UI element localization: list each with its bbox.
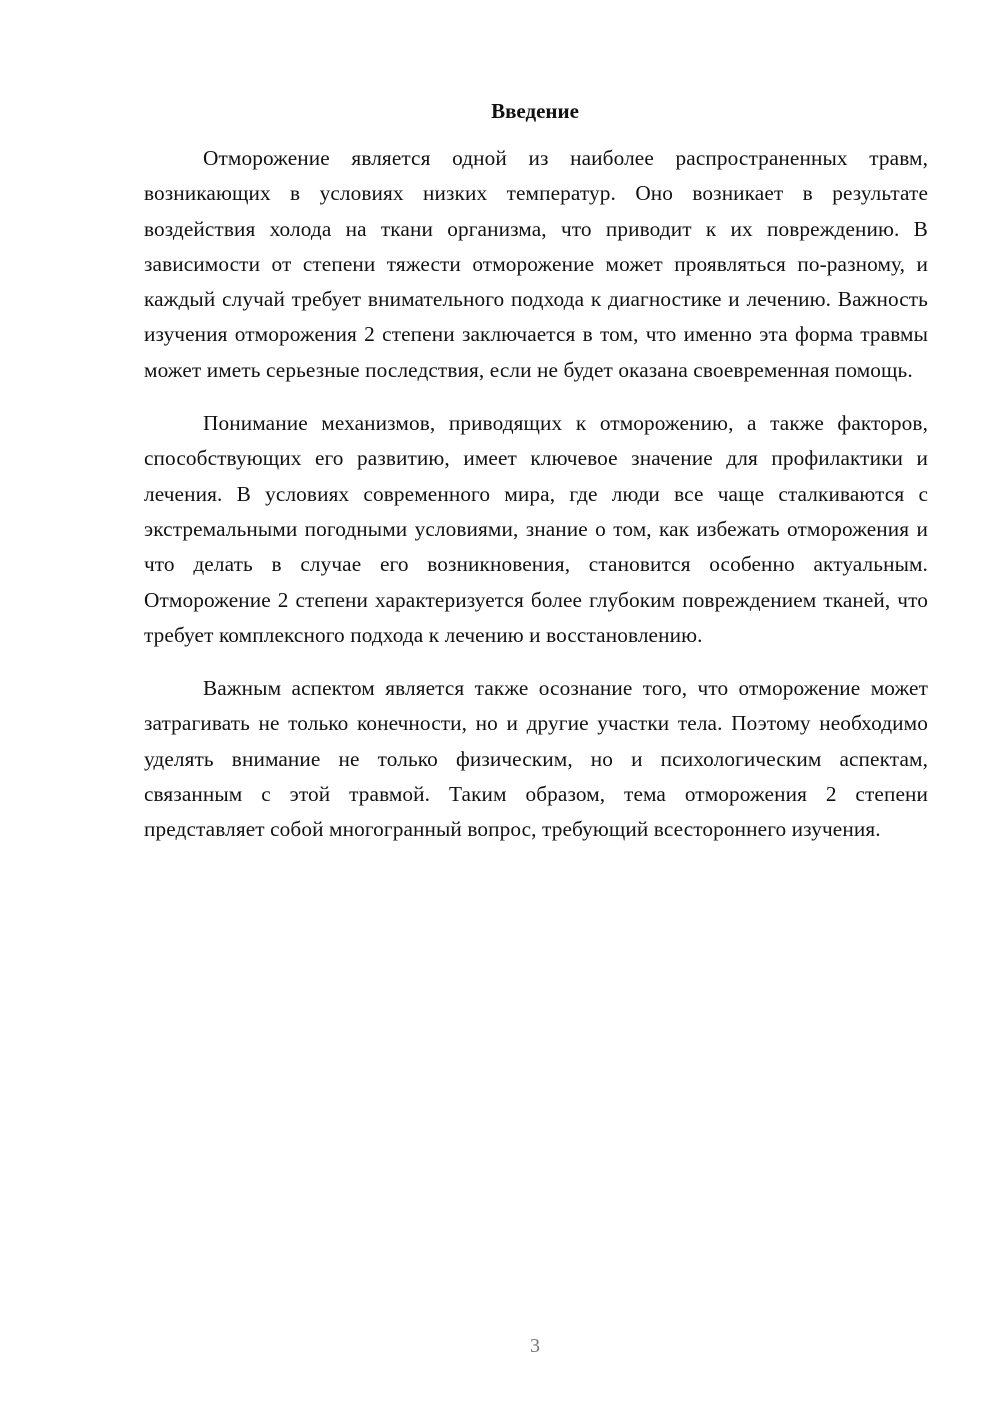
paragraph-1: Отморожение является одной из наиболее распространенных травм, возникающих в условиях низких температур. Оно возникает в результате воздействия холода на ткани организма, что приводит к их повреждению. В зависимости от степени тяжести отморожение может проявляться по-разному, и каждый случай требует внимательного подхода к диагностике и лечению. Важность изучения отморожения 2 степени заключается в том, что именно эта форма травмы может иметь серьезные последствия, если не будет оказана своевременная помощь.: [144, 146, 928, 382]
section-heading: Введение: [491, 99, 579, 123]
paragraph-2: Понимание механизмов, приводящих к отморожению, а также факторов, способствующих его развитию, имеет ключевое значение для профилактики и лечения. В условиях современного мира, где люди все чаще сталкиваются с экстремальными погодными условиями, знание о том, как избежать отморожения и что делать в случае его возникновения, становится особенно актуальным. Отморожение 2 степени характеризуется более глубоким повреждением тканей, что требует комплексного подхода к лечению и восстановлению.: [144, 411, 928, 647]
body-text: [144, 141, 928, 866]
page-number: 3: [530, 1335, 540, 1357]
paragraph-3: Важным аспектом является также осознание того, что отморожение может затрагивать не только конечности, но и другие участки тела. Поэтому необходимо уделять внимание не только физическим, но и психологическим аспектам, связанным с этой травмой. Таким образом, тема отморожения 2 степени представляет собой многогранный вопрос, требующий всестороннего изучения.: [144, 676, 928, 842]
